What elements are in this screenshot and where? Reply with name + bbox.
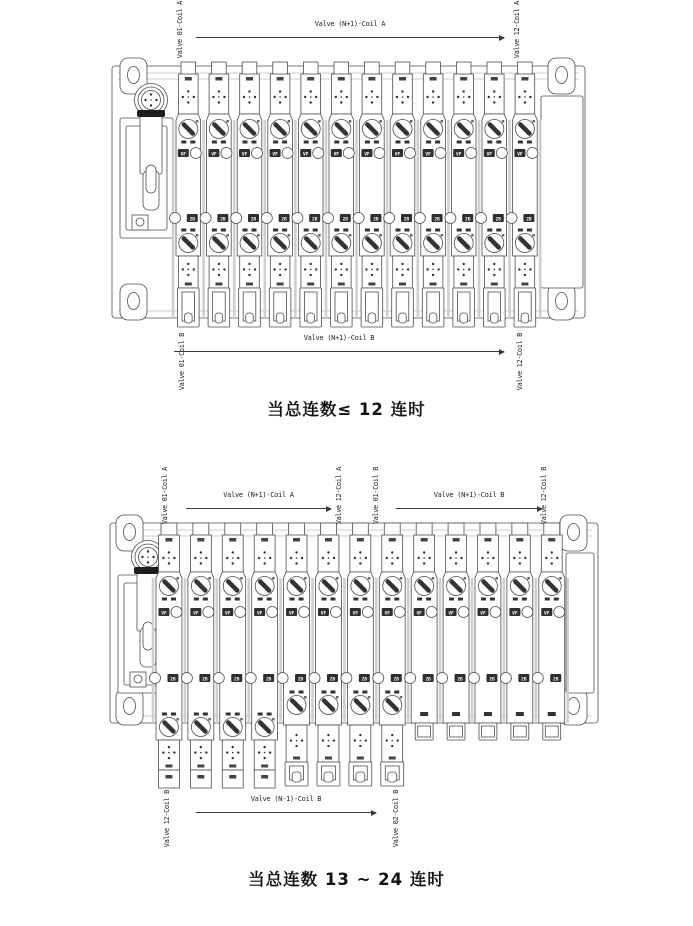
coil-a-marking: VF	[512, 611, 518, 617]
coil-a-marking: VF	[333, 152, 340, 158]
coil-a-marking: VF	[448, 611, 454, 617]
coil-b-marking: 2B	[311, 217, 318, 223]
d2-top-arrow-a-label: Valve (N+1)-Coil A	[223, 491, 294, 499]
coil-b-marking: 2B	[373, 217, 379, 223]
coil-b-marking: 2B	[250, 217, 257, 223]
coil-a-marking: VF	[193, 611, 199, 617]
coil-b-marking: 2B	[521, 677, 527, 683]
coil-b-marking: 2B	[361, 677, 368, 683]
coil-b-marking: 2B	[489, 677, 495, 683]
d2-bottom-arrow-label: Valve (N-1)-Coil B	[250, 795, 322, 803]
coil-b-marking: 2B	[202, 677, 208, 683]
coil-a-marking: VF	[225, 611, 231, 617]
d2-top-valve-label-1: Valve 01-Coil A	[161, 467, 169, 525]
d1-bottom-arrow	[174, 351, 504, 352]
coil-b-marking: 2B	[297, 677, 304, 683]
coil-a-marking: VF	[394, 152, 401, 158]
coil-b-marking: 2B	[434, 217, 440, 223]
d2-caption: 当总连数 13 ~ 24 连时	[248, 870, 445, 889]
coil-b-marking: 2B	[342, 217, 349, 223]
coil-a-marking: VF	[517, 152, 523, 158]
coil-a-marking: VF	[384, 611, 390, 617]
coil-a-marking: VF	[544, 611, 550, 617]
coil-a-marking: VF	[256, 611, 263, 617]
coil-b-marking: 2B	[425, 677, 431, 683]
coil-b-marking: 2B	[234, 677, 240, 683]
d2-bottom-right-valve-label: Valve 02-Coil B	[392, 790, 400, 848]
coil-b-marking: 2B	[464, 217, 471, 223]
coil-a-marking: VF	[486, 152, 493, 158]
coil-a-marking: VF	[364, 152, 370, 158]
coil-b-marking: 2B	[189, 217, 196, 223]
coil-b-marking: 2B	[403, 217, 410, 223]
coil-b-marking: 2B	[329, 677, 336, 683]
d2-top-arrow-a	[186, 508, 331, 509]
d2-top-valve-label-4: Valve 12-Coil B	[540, 467, 548, 525]
d1-top-arrow	[196, 37, 504, 38]
d1-caption: 当总连数≤ 12 连时	[267, 400, 426, 419]
coil-b-marking: 2B	[265, 677, 272, 683]
d1-top-left-valve-label: Valve 01-Coil A	[176, 1, 184, 59]
d2-bottom-arrow	[196, 812, 376, 813]
coil-a-marking: VF	[480, 611, 486, 617]
coil-b-marking: 2B	[457, 677, 463, 683]
coil-a-marking: VF	[161, 611, 167, 617]
coil-a-marking: VF	[352, 611, 359, 617]
d1-bottom-left-valve-label: Valve 01-Coil B	[178, 333, 186, 391]
coil-a-marking: VF	[455, 152, 462, 158]
coil-b-marking: 2B	[220, 217, 226, 223]
d2-top-valve-label-3: Valve 01-Coil B	[372, 467, 380, 525]
d2-top-valve-label-2: Valve 12-Coil A	[335, 467, 343, 525]
coil-b-marking: 2B	[495, 217, 502, 223]
coil-a-marking: VF	[211, 152, 217, 158]
coil-a-marking: VF	[425, 152, 431, 158]
coil-a-marking: VF	[320, 611, 327, 617]
d2-top-arrow-b	[396, 508, 542, 509]
d1-top-arrow-label: Valve (N+1)-Coil A	[314, 20, 386, 28]
coil-a-marking: VF	[302, 152, 309, 158]
d1-bottom-arrow-label: Valve (N+1)-Coil B	[303, 334, 375, 342]
coil-b-marking: 2B	[281, 217, 287, 223]
d2-top-arrow-b-label: Valve (N+1)-Coil B	[433, 491, 505, 499]
d1-bottom-right-valve-label: Valve 12-Coil B	[516, 333, 524, 391]
coil-a-marking: VF	[272, 152, 278, 158]
d1-top-right-valve-label: Valve 12-Coil A	[513, 1, 521, 59]
coil-b-marking: 2B	[553, 677, 559, 683]
coil-b-marking: 2B	[170, 677, 176, 683]
d2-bottom-left-valve-label: Valve 12-Coil B	[163, 790, 171, 848]
coil-a-marking: VF	[180, 152, 187, 158]
coil-a-marking: VF	[416, 611, 422, 617]
coil-a-marking: VF	[241, 152, 248, 158]
coil-b-marking: 2B	[526, 217, 532, 223]
coil-a-marking: VF	[288, 611, 295, 617]
coil-b-marking: 2B	[393, 677, 399, 683]
